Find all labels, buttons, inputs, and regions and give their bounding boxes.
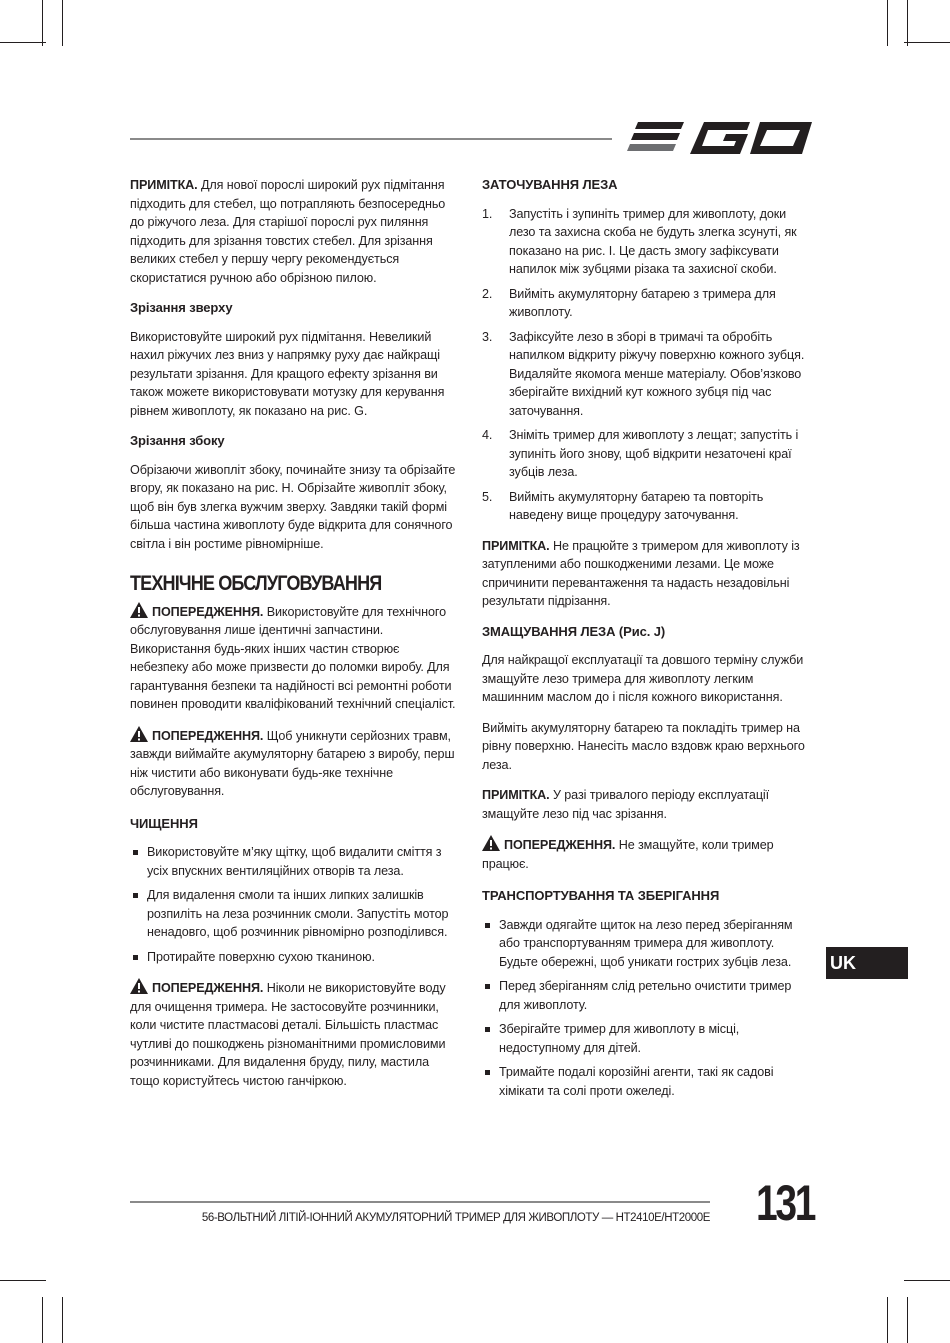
crop-mark	[0, 1280, 46, 1281]
header-rule	[130, 138, 612, 140]
list-item: Перед зберіганням слід ретельно очистити тример для живоплоту.	[482, 977, 814, 1014]
note-label: ПРИМІТКА.	[130, 178, 198, 192]
footer-rule	[130, 1201, 710, 1203]
language-code: UK	[830, 953, 856, 973]
warning-icon	[482, 835, 500, 851]
warning-label: ПОПЕРЕДЖЕННЯ.	[504, 838, 616, 852]
step-item	[482, 205, 814, 279]
note-text: Для нової порослі широкий рух підмітання підходить для стебел, що потрапляють безпосередньо до ріжучого леза. Для старішої порослі рух пиляння підходить для зрізання товстих стебел. Для зрізання великих стебел у першу чергу рекомендується скористатися ручною або обрізною пилою.	[130, 178, 446, 285]
step-text: Запустіть і зупиніть тример для живоплоту, доки лезо та захисна скоба не будуть злегка зсунуті, як показано на рис. I. Це дасть змогу зафіксувати напилок між зубцями різака та захисної скоби.	[509, 206, 797, 276]
cleaning-list	[130, 843, 456, 966]
note-dull-blades	[482, 537, 814, 611]
ego-logo	[626, 114, 816, 162]
step-number: 1.	[482, 206, 493, 221]
warning-label: ПОПЕРЕДЖЕННЯ.	[152, 728, 264, 743]
note-label: ПРИМІТКА.	[482, 788, 550, 802]
side-cut-heading: Зрізання збоку	[130, 433, 225, 448]
language-tab	[826, 947, 908, 979]
maintenance-heading: ТЕХНІЧНЕ ОБСЛУГОВУВАННЯ	[130, 572, 382, 595]
left-column	[130, 176, 456, 1102]
warning-icon	[130, 602, 148, 618]
warning-icon	[130, 978, 148, 994]
crop-mark	[0, 42, 46, 43]
crop-mark	[42, 0, 43, 46]
list-item: Завжди одягайте щиток на лезо перед зберіганням або транспортуванням тримера для живоплоту. Будьте обережні, щоб уникати гострих зубців леза.	[482, 916, 814, 972]
step-number: 5.	[482, 489, 493, 504]
crop-mark	[62, 0, 63, 46]
step-text: Вийміть акумуляторну батарею та повторіть наведену вище процедуру заточування.	[509, 489, 764, 522]
crop-mark	[904, 1280, 950, 1281]
note-text: Не працюйте з тримером для живоплоту із затупленими або пошкодженими лезами. Це може спричинити перевантаження та надасть незадовільні результати підрізання.	[482, 538, 800, 608]
crop-mark	[62, 1297, 63, 1343]
list-item: Для видалення смоли та інших липких залишків розпиліть на леза розчинник смоли. Запустіть мотор ненадовго, щоб розчинник рівномірно розподілився.	[130, 886, 456, 942]
note-lube-use	[482, 786, 814, 823]
note-label: ПРИМІТКА.	[482, 538, 550, 553]
warning-icon	[130, 726, 148, 742]
list-item: Тримайте подалі корозійні агенти, такі як садові хімікати та солі проти ожеледі.	[482, 1063, 814, 1100]
crop-mark	[887, 0, 888, 46]
sharpen-steps	[482, 205, 814, 525]
crop-mark	[904, 42, 950, 43]
list-item: Використовуйте м’яку щітку, щоб видалити сміття з усіх впускних вентиляційних отворів та леза.	[130, 843, 456, 880]
step-number: 4.	[482, 428, 493, 442]
right-column	[482, 176, 814, 1112]
warning-battery	[130, 726, 456, 801]
lube-text-2: Вийміть акумуляторну батарею та покладіть тример на рівну поверхню. Нанесіть масло вздовж краю верхнього леза.	[482, 720, 805, 772]
warning-text: Використовуйте для технічного обслуговування лише ідентичні запчастини. Використання будь-яких інших частин створює небезпеку або може призвести до поломки виробу. Для гарантування безпеки та надійності всі ремонтні роботи повинен проводити кваліфікований технічний спеціаліст.	[130, 604, 456, 711]
note-stems	[130, 176, 456, 287]
warning-lube	[482, 835, 814, 873]
warning-label: ПОПЕРЕДЖЕННЯ.	[152, 981, 264, 995]
crop-mark	[907, 1297, 908, 1343]
cleaning-heading: ЧИЩЕННЯ	[130, 815, 198, 831]
step-item	[482, 426, 814, 482]
step-item	[482, 488, 814, 525]
warning-parts	[130, 602, 456, 714]
crop-mark	[907, 0, 908, 46]
warning-text: Ніколи не використовуйте воду для очищення тримера. Не застосовуйте розчинники, коли чистите пластмасові деталі. Більшість пластмас чутливі до пошкоджень різноманітними промисловими розчинниками. Для видалення бруду, пилу, мастила тощо користуйтесь чистою ганчіркою.	[130, 981, 446, 1088]
lube-heading: ЗМАЩУВАННЯ ЛЕЗА (Рис. J)	[482, 623, 666, 639]
warning-water	[130, 978, 456, 1090]
note-text: У разі тривалого періоду експлуатації змащуйте лезо під час зрізання.	[482, 788, 770, 821]
list-item: Протирайте поверхню сухою тканиною.	[130, 948, 456, 967]
step-number: 3.	[482, 329, 493, 344]
transport-heading: ТРАНСПОРТУВАННЯ ТА ЗБЕРІГАННЯ	[482, 888, 720, 903]
warning-text: Не змащуйте, коли тример працює.	[482, 838, 774, 871]
sharpen-heading: ЗАТОЧУВАННЯ ЛЕЗА	[482, 177, 618, 192]
list-item: Зберігайте тример для живоплоту в місці, недоступному для дітей.	[482, 1020, 814, 1057]
crop-mark	[887, 1297, 888, 1343]
top-cut-heading: Зрізання зверху	[130, 300, 233, 315]
warning-text: Щоб уникнути серйозних травм, завжди виймайте акумуляторну батарею з виробу, перш ніж чистити або виконувати будь-яке технічне обслуговування.	[130, 728, 455, 798]
step-text: Зафіксуйте лезо в зборі в тримачі та обробіть напилком відкриту ріжучу поверхню кожного зубця. Видаляйте якомога менше матеріалу. Обов’язково зберігайте вихідний кут кожного зубця під час заточування.	[509, 329, 805, 418]
side-cut-text: Обрізаючи живопліт збоку, починайте знизу та обрізайте вгору, як показано на рис. H. Обрізайте живопліт збоку, щоб він був злегка вужчим зверху. Завдяки такій формі більша частина живоплоту буде відкрита для сонячного світла і він ростиме рівномірніше.	[130, 462, 456, 551]
transport-list	[482, 916, 814, 1101]
top-cut-text: Використовуйте широкий рух підмітання. Невеликий нахил ріжучих лез вниз у напрямку руху дає найкращі результати зрізання. Для кращого ефекту зрізання ви також можете використовувати мотузку для керування рівнем живоплоту, як показано на рис. G.	[130, 329, 445, 418]
crop-mark	[42, 1297, 43, 1343]
step-item	[482, 285, 814, 322]
step-number: 2.	[482, 286, 493, 301]
step-item	[482, 328, 814, 421]
step-text: Зніміть тример для живоплоту з лещат; запустіть і зупиніть його знову, щоб відкрити незаточені краї зубців леза.	[509, 428, 799, 479]
lube-text-1: Для найкращої експлуатації та довшого терміну служби змащуйте лезо тримера для живоплоту легким машинним маслом до і після кожного використання.	[482, 653, 804, 704]
step-text: Вийміть акумуляторну батарею з тримера для живоплоту.	[509, 286, 776, 319]
footer-product-title: 56-ВОЛЬТНИЙ ЛІТІЙ-ІОННИЙ АКУМУЛЯТОРНИЙ ТРИМЕР ДЛЯ ЖИВОПЛОТУ — HT2410E/HT2000E	[201, 1212, 710, 1224]
page-number: 131	[756, 1175, 815, 1231]
warning-label: ПОПЕРЕДЖЕННЯ.	[152, 604, 264, 619]
